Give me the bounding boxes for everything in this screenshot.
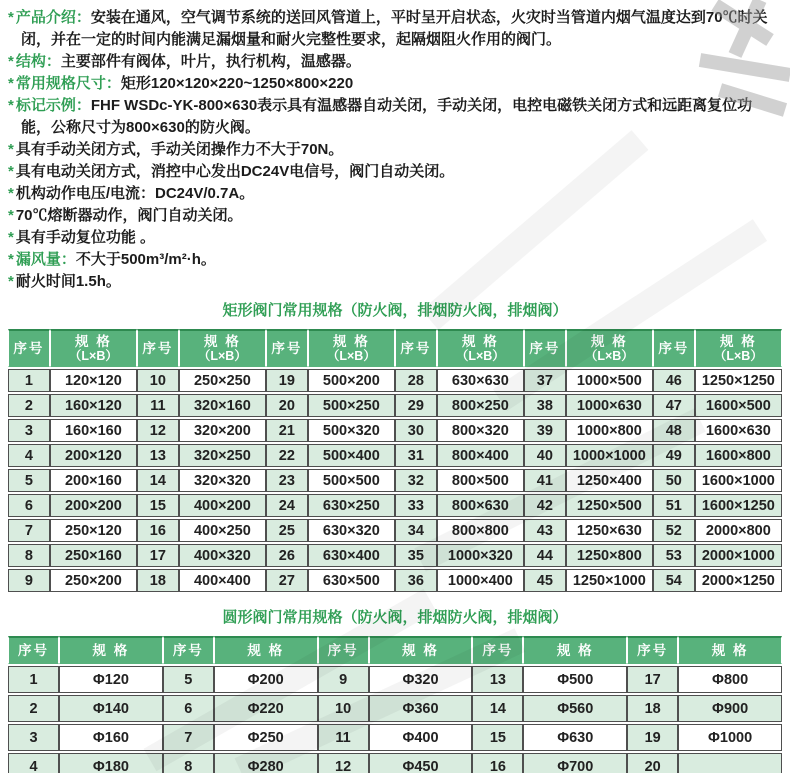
col-header-spec: 规 格 （L×B） <box>566 329 653 367</box>
feature-bullet <box>8 183 780 205</box>
seq-cell: 3 <box>8 724 59 751</box>
seq-cell: 7 <box>163 724 214 751</box>
spec-cell: 500×250 <box>308 394 395 417</box>
seq-cell: 6 <box>163 695 214 722</box>
feature-bullet <box>8 95 780 139</box>
spec-cell: Φ180 <box>59 753 163 773</box>
spec-cell: 500×320 <box>308 419 395 442</box>
spec-cell: 1000×630 <box>566 394 653 417</box>
spec-cell: Φ900 <box>678 695 782 722</box>
spec-cell: 160×120 <box>50 394 137 417</box>
col-header-seq: 序号 <box>8 636 59 664</box>
col-header-spec: 规 格 <box>369 636 473 664</box>
feature-bullet <box>8 249 780 271</box>
seq-cell: 13 <box>137 444 179 467</box>
seq-cell: 40 <box>524 444 566 467</box>
table-row <box>8 666 782 693</box>
seq-cell: 34 <box>395 519 437 542</box>
seq-cell: 17 <box>137 544 179 567</box>
spec-cell: 1000×320 <box>437 544 524 567</box>
spec-cell: 630×250 <box>308 494 395 517</box>
bullet-star-icon: * <box>8 207 14 224</box>
bullet-star-icon: * <box>8 163 14 180</box>
table-row <box>8 569 782 592</box>
spec-cell: Φ220 <box>214 695 318 722</box>
bullet-text: 不大于500m³/m²·h。 <box>75 251 216 268</box>
spec-cell: 800×630 <box>437 494 524 517</box>
col-header-seq: 序号 <box>653 329 695 367</box>
spec-cell: 400×320 <box>179 544 266 567</box>
spec-cell: Φ360 <box>369 695 473 722</box>
seq-cell: 47 <box>653 394 695 417</box>
spec-cell: 2000×1000 <box>695 544 782 567</box>
bullet-text: 主要部件有阀体，叶片，执行机构，温感器。 <box>60 53 361 70</box>
table-row <box>8 544 782 567</box>
seq-cell: 28 <box>395 369 437 392</box>
spec-cell: 1600×800 <box>695 444 782 467</box>
seq-cell: 9 <box>8 569 50 592</box>
seq-cell: 50 <box>653 469 695 492</box>
table-row <box>8 494 782 517</box>
spec-cell: 320×250 <box>179 444 266 467</box>
spec-cell: 500×500 <box>308 469 395 492</box>
spec-cell: 200×120 <box>50 444 137 467</box>
seq-cell: 5 <box>163 666 214 693</box>
bullet-text: 矩形120×120×220~1250×800×220 <box>120 75 354 92</box>
spec-cell: 1600×1000 <box>695 469 782 492</box>
spec-cell: 500×200 <box>308 369 395 392</box>
spec-cell: 1600×500 <box>695 394 782 417</box>
spec-cell: 120×120 <box>50 369 137 392</box>
circ-spec-table <box>8 634 782 773</box>
seq-cell: 10 <box>318 695 369 722</box>
col-header-spec: 规 格 （L×B） <box>695 329 782 367</box>
bullet-star-icon: * <box>8 97 14 114</box>
spec-cell: 1600×630 <box>695 419 782 442</box>
bullet-star-icon: * <box>8 251 14 268</box>
seq-cell: 10 <box>137 369 179 392</box>
bullet-text: 耐火时间1.5h。 <box>15 273 121 290</box>
seq-cell: 27 <box>266 569 308 592</box>
feature-bullet <box>8 139 780 161</box>
spec-cell: 1250×630 <box>566 519 653 542</box>
bullet-text: 具有手动关闭方式，手动关闭操作力不大于70N。 <box>15 141 344 158</box>
spec-cell: Φ320 <box>369 666 473 693</box>
col-header-seq: 序号 <box>524 329 566 367</box>
spec-cell: 1000×1000 <box>566 444 653 467</box>
col-header-spec: 规 格 （L×B） <box>308 329 395 367</box>
bullet-star-icon: * <box>8 229 14 246</box>
spec-cell: Φ200 <box>214 666 318 693</box>
spec-cell: 1250×1250 <box>695 369 782 392</box>
spec-cell: Φ140 <box>59 695 163 722</box>
bullet-label: 常用规格尺寸： <box>15 75 121 92</box>
bullet-label: 漏风量： <box>15 251 76 268</box>
seq-cell: 48 <box>653 419 695 442</box>
seq-cell: 30 <box>395 419 437 442</box>
seq-cell: 8 <box>8 544 50 567</box>
seq-cell: 46 <box>653 369 695 392</box>
seq-cell: 21 <box>266 419 308 442</box>
seq-cell: 1 <box>8 666 59 693</box>
spec-cell: 400×250 <box>179 519 266 542</box>
circ-table-title: 圆形阀门常用规格（防火阀，排烟防火阀，排烟阀） <box>222 609 568 626</box>
seq-cell: 37 <box>524 369 566 392</box>
spec-cell: 250×120 <box>50 519 137 542</box>
col-header-spec: 规 格 （L×B） <box>50 329 137 367</box>
seq-cell: 38 <box>524 394 566 417</box>
table-row <box>8 753 782 773</box>
seq-cell: 13 <box>472 666 523 693</box>
spec-cell: 800×250 <box>437 394 524 417</box>
bullet-label: 结构： <box>15 53 61 70</box>
col-header-spec: 规 格 <box>678 636 782 664</box>
seq-cell: 54 <box>653 569 695 592</box>
spec-cell: Φ400 <box>369 724 473 751</box>
seq-cell: 14 <box>472 695 523 722</box>
spec-cell: Φ500 <box>523 666 627 693</box>
spec-cell: 500×400 <box>308 444 395 467</box>
feature-bullet <box>8 73 780 95</box>
seq-cell: 35 <box>395 544 437 567</box>
col-header-spec: 规 格 <box>214 636 318 664</box>
feature-bullet <box>8 7 780 51</box>
feature-bullet <box>8 51 780 73</box>
spec-cell: Φ450 <box>369 753 473 773</box>
spec-cell: 1600×1250 <box>695 494 782 517</box>
spec-cell: Φ160 <box>59 724 163 751</box>
seq-cell: 15 <box>472 724 523 751</box>
seq-cell: 16 <box>472 753 523 773</box>
spec-cell: 1000×500 <box>566 369 653 392</box>
seq-cell: 49 <box>653 444 695 467</box>
seq-cell: 45 <box>524 569 566 592</box>
spec-cell: 2000×800 <box>695 519 782 542</box>
spec-cell: 800×400 <box>437 444 524 467</box>
table-row <box>8 469 782 492</box>
col-header-seq: 序号 <box>266 329 308 367</box>
rect-table-title: 矩形阀门常用规格（防火阀，排烟防火阀，排烟阀） <box>222 302 568 319</box>
spec-cell: 1250×500 <box>566 494 653 517</box>
seq-cell: 33 <box>395 494 437 517</box>
spec-cell: 320×320 <box>179 469 266 492</box>
seq-cell: 20 <box>266 394 308 417</box>
spec-cell: Φ700 <box>523 753 627 773</box>
table-row <box>8 695 782 722</box>
spec-cell: 1250×400 <box>566 469 653 492</box>
spec-cell: 400×200 <box>179 494 266 517</box>
feature-bullet <box>8 227 780 249</box>
seq-cell: 7 <box>8 519 50 542</box>
seq-cell: 18 <box>137 569 179 592</box>
spec-cell: 800×500 <box>437 469 524 492</box>
spec-cell: 630×400 <box>308 544 395 567</box>
seq-cell: 15 <box>137 494 179 517</box>
seq-cell: 11 <box>137 394 179 417</box>
bullet-text: 70℃熔断器动作，阀门自动关闭。 <box>15 207 243 224</box>
spec-cell: Φ800 <box>678 666 782 693</box>
col-header-seq: 序号 <box>395 329 437 367</box>
spec-cell: 800×320 <box>437 419 524 442</box>
table-row <box>8 419 782 442</box>
col-header-seq: 序号 <box>8 329 50 367</box>
spec-cell: 200×160 <box>50 469 137 492</box>
seq-cell: 20 <box>627 753 678 773</box>
spec-cell: 1000×800 <box>566 419 653 442</box>
table-row <box>8 369 782 392</box>
seq-cell: 43 <box>524 519 566 542</box>
seq-cell: 9 <box>318 666 369 693</box>
seq-cell: 6 <box>8 494 50 517</box>
feature-bullet <box>8 271 780 293</box>
spec-cell: Φ280 <box>214 753 318 773</box>
spec-cell: 630×320 <box>308 519 395 542</box>
spec-cell: Φ250 <box>214 724 318 751</box>
seq-cell: 4 <box>8 753 59 773</box>
seq-cell: 24 <box>266 494 308 517</box>
bullet-text: FHF WSDc-YK-800×630表示具有温感器自动关闭，手动关闭，电控电磁铁关闭方式和远距离复位功能，公称尺寸为800×630的防火阀。 <box>21 97 753 136</box>
feature-bullet <box>8 161 780 183</box>
col-header-spec: 规 格 <box>523 636 627 664</box>
seq-cell: 44 <box>524 544 566 567</box>
seq-cell: 2 <box>8 394 50 417</box>
spec-cell: 250×160 <box>50 544 137 567</box>
seq-cell: 41 <box>524 469 566 492</box>
seq-cell: 52 <box>653 519 695 542</box>
seq-cell: 17 <box>627 666 678 693</box>
spec-cell: 250×250 <box>179 369 266 392</box>
spec-cell: 250×200 <box>50 569 137 592</box>
bullet-star-icon: * <box>8 185 14 202</box>
bullet-star-icon: * <box>8 273 14 290</box>
seq-cell: 3 <box>8 419 50 442</box>
seq-cell: 1 <box>8 369 50 392</box>
seq-cell: 31 <box>395 444 437 467</box>
spec-cell: 1250×800 <box>566 544 653 567</box>
spec-cell: Φ120 <box>59 666 163 693</box>
seq-cell: 32 <box>395 469 437 492</box>
spec-cell: 160×160 <box>50 419 137 442</box>
seq-cell: 14 <box>137 469 179 492</box>
bullet-label: 标记示例： <box>15 97 91 114</box>
spec-cell: 200×200 <box>50 494 137 517</box>
spec-cell: 1000×400 <box>437 569 524 592</box>
spec-cell: 630×630 <box>437 369 524 392</box>
seq-cell: 19 <box>627 724 678 751</box>
bullet-star-icon: * <box>8 141 14 158</box>
col-header-seq: 序号 <box>472 636 523 664</box>
bullet-text: 具有电动关闭方式，消控中心发出DC24V电信号，阀门自动关闭。 <box>15 163 455 180</box>
seq-cell: 53 <box>653 544 695 567</box>
seq-cell: 25 <box>266 519 308 542</box>
spec-cell: Φ1000 <box>678 724 782 751</box>
seq-cell: 39 <box>524 419 566 442</box>
spec-cell: 400×400 <box>179 569 266 592</box>
spec-cell: 800×800 <box>437 519 524 542</box>
spec-cell: 1250×1000 <box>566 569 653 592</box>
bullet-label: 产品介绍： <box>15 9 91 26</box>
table-row <box>8 444 782 467</box>
spec-cell: 320×200 <box>179 419 266 442</box>
seq-cell: 12 <box>137 419 179 442</box>
seq-cell: 16 <box>137 519 179 542</box>
spec-cell <box>678 753 782 773</box>
seq-cell: 42 <box>524 494 566 517</box>
feature-bullet <box>8 205 780 227</box>
bullet-star-icon: * <box>8 53 14 70</box>
col-header-seq: 序号 <box>627 636 678 664</box>
col-header-seq: 序号 <box>137 329 179 367</box>
seq-cell: 22 <box>266 444 308 467</box>
spec-cell: 630×500 <box>308 569 395 592</box>
bullet-text: 具有手动复位功能 。 <box>15 229 156 246</box>
seq-cell: 23 <box>266 469 308 492</box>
col-header-spec: 规 格 （L×B） <box>437 329 524 367</box>
seq-cell: 2 <box>8 695 59 722</box>
bullet-text: 安装在通风，空气调节系统的送回风管道上，平时呈开启状态，火灾时当管道内烟气温度达到70℃时关闭，并在一定的时间内能满足漏烟量和耐火完整性要求，起隔烟阻火作用的阀门。 <box>21 9 768 48</box>
seq-cell: 8 <box>163 753 214 773</box>
bullet-text: 机构动作电压/电流：DC24V/0.7A。 <box>15 185 255 202</box>
spec-cell: Φ630 <box>523 724 627 751</box>
seq-cell: 18 <box>627 695 678 722</box>
col-header-spec: 规 格 （L×B） <box>179 329 266 367</box>
bullet-star-icon: * <box>8 75 14 92</box>
bullet-star-icon: * <box>8 9 14 26</box>
seq-cell: 26 <box>266 544 308 567</box>
col-header-seq: 序号 <box>318 636 369 664</box>
feature-list <box>0 0 790 293</box>
seq-cell: 11 <box>318 724 369 751</box>
spec-cell: 2000×1250 <box>695 569 782 592</box>
table-row <box>8 394 782 417</box>
seq-cell: 12 <box>318 753 369 773</box>
seq-cell: 5 <box>8 469 50 492</box>
table-row <box>8 724 782 751</box>
col-header-seq: 序号 <box>163 636 214 664</box>
seq-cell: 29 <box>395 394 437 417</box>
seq-cell: 36 <box>395 569 437 592</box>
seq-cell: 19 <box>266 369 308 392</box>
seq-cell: 51 <box>653 494 695 517</box>
spec-cell: Φ560 <box>523 695 627 722</box>
col-header-spec: 规 格 <box>59 636 163 664</box>
seq-cell: 4 <box>8 444 50 467</box>
rect-spec-table <box>8 327 782 594</box>
table-row <box>8 519 782 542</box>
spec-cell: 320×160 <box>179 394 266 417</box>
